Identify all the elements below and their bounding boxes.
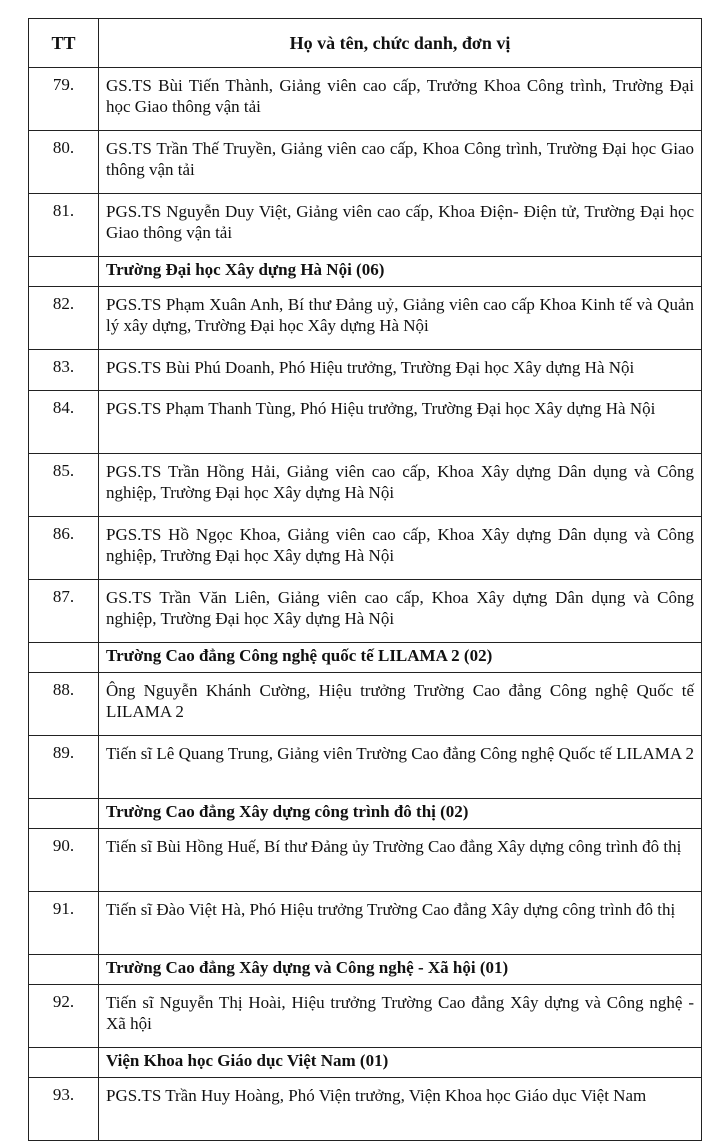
table-header-row (29, 19, 702, 68)
document-page (28, 18, 701, 1141)
group-heading-row (29, 1048, 702, 1078)
row-number: 80. (29, 131, 99, 194)
row-number: 79. (29, 68, 99, 131)
table-row (29, 736, 702, 799)
person-info: GS.TS Trần Thế Truyền, Giảng viên cao cấp, Khoa Công trình, Trường Đại học Giao thông vận tải (99, 131, 702, 194)
person-info: PGS.TS Nguyễn Duy Việt, Giảng viên cao cấp, Khoa Điện- Điện tử, Trường Đại học Giao thông vận tải (99, 194, 702, 257)
group-heading: Trường Đại học Xây dựng Hà Nội (06) (99, 257, 702, 287)
empty-tt-cell (29, 643, 99, 673)
table-row (29, 194, 702, 257)
group-heading-row (29, 799, 702, 829)
row-number: 87. (29, 580, 99, 643)
empty-tt-cell (29, 1048, 99, 1078)
group-heading: Trường Cao đẳng Công nghệ quốc tế LILAMA 2 (02) (99, 643, 702, 673)
row-number: 91. (29, 892, 99, 955)
person-info: Tiến sĩ Bùi Hồng Huế, Bí thư Đảng ủy Trường Cao đẳng Xây dựng công trình đô thị (99, 829, 702, 892)
column-header-tt: TT (29, 19, 99, 68)
table-row (29, 131, 702, 194)
row-number: 86. (29, 517, 99, 580)
table-row (29, 391, 702, 454)
row-number: 85. (29, 454, 99, 517)
row-number: 92. (29, 985, 99, 1048)
table-row (29, 68, 702, 131)
row-number: 93. (29, 1078, 99, 1141)
table-row (29, 454, 702, 517)
person-info: Ông Nguyễn Khánh Cường, Hiệu trưởng Trường Cao đẳng Công nghệ Quốc tế LILAMA 2 (99, 673, 702, 736)
table-row (29, 673, 702, 736)
personnel-table (28, 18, 702, 1141)
row-number: 90. (29, 829, 99, 892)
group-heading: Trường Cao đẳng Xây dựng công trình đô thị (02) (99, 799, 702, 829)
group-heading: Trường Cao đẳng Xây dựng và Công nghệ - Xã hội (01) (99, 955, 702, 985)
person-info: PGS.TS Phạm Xuân Anh, Bí thư Đảng uỷ, Giảng viên cao cấp Khoa Kinh tế và Quản lý xây dựng, Trường Đại học Xây dựng Hà Nội (99, 287, 702, 350)
empty-tt-cell (29, 257, 99, 287)
person-info: PGS.TS Trần Hồng Hải, Giảng viên cao cấp, Khoa Xây dựng Dân dụng và Công nghiệp, Trường Đại học Xây dựng Hà Nội (99, 454, 702, 517)
table-row (29, 350, 702, 391)
person-info: PGS.TS Trần Huy Hoàng, Phó Viện trưởng, Viện Khoa học Giáo dục Việt Nam (99, 1078, 702, 1141)
table-row (29, 892, 702, 955)
person-info: PGS.TS Phạm Thanh Tùng, Phó Hiệu trưởng, Trường Đại học Xây dựng Hà Nội (99, 391, 702, 454)
group-heading-row (29, 643, 702, 673)
person-info: Tiến sĩ Đào Việt Hà, Phó Hiệu trưởng Trường Cao đẳng Xây dựng công trình đô thị (99, 892, 702, 955)
row-number: 84. (29, 391, 99, 454)
row-number: 89. (29, 736, 99, 799)
table-row (29, 1078, 702, 1141)
table-row (29, 829, 702, 892)
row-number: 81. (29, 194, 99, 257)
row-number: 83. (29, 350, 99, 391)
person-info: PGS.TS Hồ Ngọc Khoa, Giảng viên cao cấp, Khoa Xây dựng Dân dụng và Công nghiệp, Trường Đại học Xây dựng Hà Nội (99, 517, 702, 580)
empty-tt-cell (29, 955, 99, 985)
person-info: PGS.TS Bùi Phú Doanh, Phó Hiệu trưởng, Trường Đại học Xây dựng Hà Nội (99, 350, 702, 391)
table-row (29, 287, 702, 350)
person-info: Tiến sĩ Nguyễn Thị Hoài, Hiệu trưởng Trường Cao đẳng Xây dựng và Công nghệ - Xã hội (99, 985, 702, 1048)
group-heading-row (29, 257, 702, 287)
person-info: GS.TS Bùi Tiến Thành, Giảng viên cao cấp, Trưởng Khoa Công trình, Trường Đại học Giao thông vận tải (99, 68, 702, 131)
row-number: 88. (29, 673, 99, 736)
column-header-info: Họ và tên, chức danh, đơn vị (99, 19, 702, 68)
person-info: Tiến sĩ Lê Quang Trung, Giảng viên Trường Cao đẳng Công nghệ Quốc tế LILAMA 2 (99, 736, 702, 799)
table-row (29, 517, 702, 580)
row-number: 82. (29, 287, 99, 350)
table-row (29, 580, 702, 643)
table-body (29, 68, 702, 1141)
table-row (29, 985, 702, 1048)
empty-tt-cell (29, 799, 99, 829)
person-info: GS.TS Trần Văn Liên, Giảng viên cao cấp, Khoa Xây dựng Dân dụng và Công nghiệp, Trường Đại học Xây dựng Hà Nội (99, 580, 702, 643)
group-heading-row (29, 955, 702, 985)
group-heading: Viện Khoa học Giáo dục Việt Nam (01) (99, 1048, 702, 1078)
